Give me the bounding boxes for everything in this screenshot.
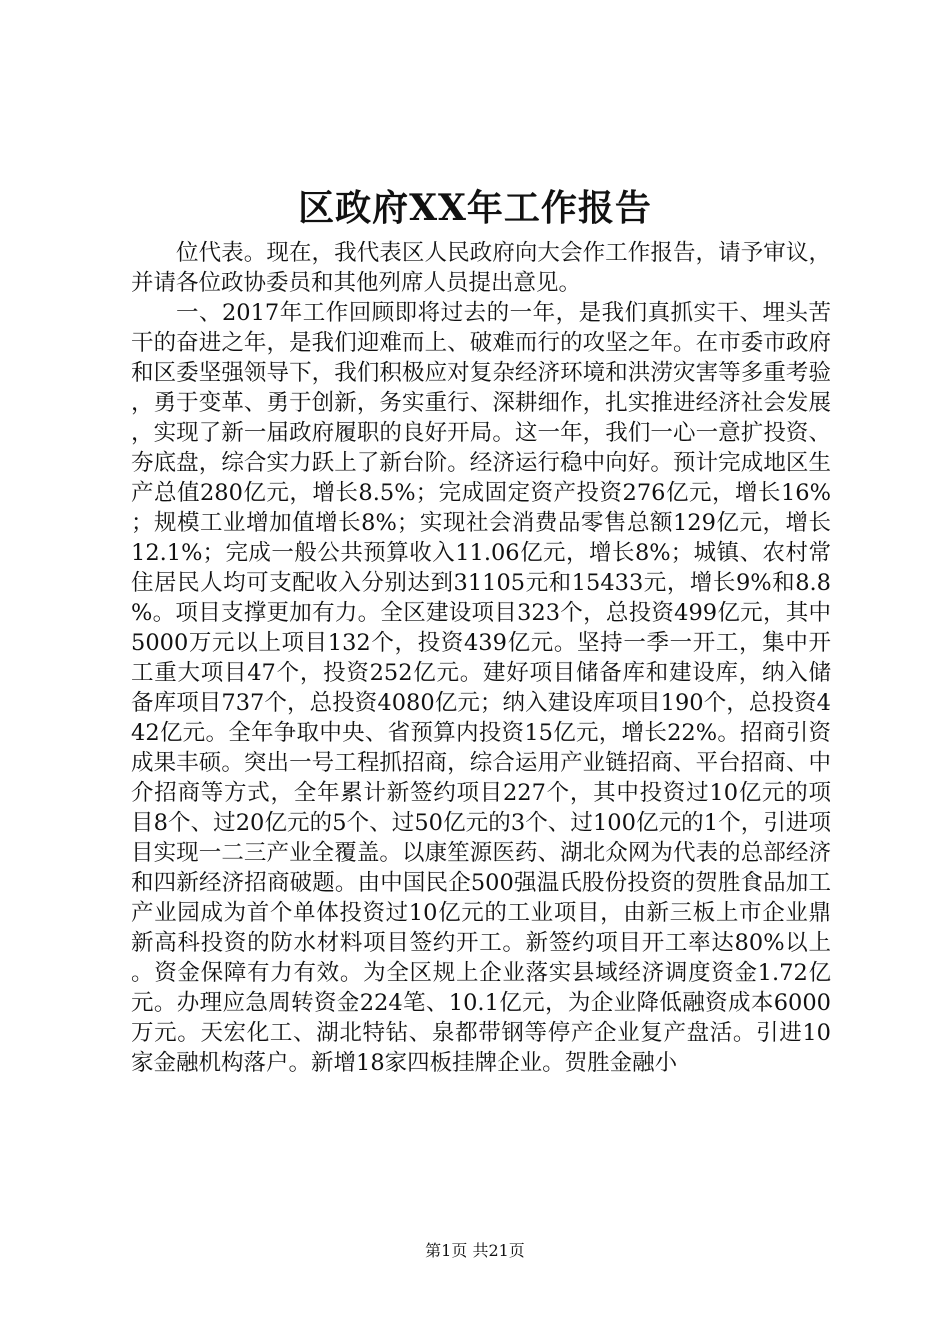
paragraph-intro: 位代表。现在，我代表区人民政府向大会作工作报告，请予审议，并请各位政协委员和其他列席人员提出意见。 bbox=[131, 240, 831, 296]
document-title: 区政府XX年工作报告 bbox=[298, 187, 652, 229]
document-body bbox=[131, 238, 831, 1078]
page-footer: 第1页 共21页 bbox=[425, 1241, 525, 1260]
paragraph-review: 一、2017年工作回顾即将过去的一年，是我们真抓实干、埋头苦干的奋进之年，是我们迎难而上、破难而行的攻坚之年。在市委市政府和区委坚强领导下，我们积极应对复杂经济环境和洪涝灾害等多重考验，勇于变革、勇于创新，务实重行、深耕细作，扎实推进经济社会发展，实现了新一届政府履职的良好开局。这一年，我们一心一意扩投资、夯底盘，综合实力跃上了新台阶。经济运行稳中向好。预计完成地区生产总值280亿元，增长8.5%；完成固定资产投资276亿元，增长16%；规模工业增加值增长8%；实现社会消费品零售总额129亿元，增长12.1%；完成一般公共预算收入11.06亿元，增长8%；城镇、农村常住居民人均可支配收入分别达到31105元和15433元，增长9%和8.8%。项目支撑更加有力。全区建设项目323个，总投资499亿元，其中5000万元以上项目132个，投资439亿元。坚持一季一开工，集中开工重大项目47个，投资252亿元。建好项目储备库和建设库，纳入储备库项目737个，总投资4080亿元；纳入建设库项目190个，总投资442亿元。全年争取中央、省预算内投资15亿元，增长22%。招商引资成果丰硕。突出一号工程抓招商，综合运用产业链招商、平台招商、中介招商等方式，全年累计新签约项目227个，其中投资过10亿元的项目8个、过20亿元的5个、过50亿元的3个、过100亿元的1个，引进项目实现一二三产业全覆盖。以康笙源医药、湖北众网为代表的总部经济和四新经济招商破题。由中国民企500强温氏股份投资的贺胜食品加工产业园成为首个单体投资过10亿元的工业项目，由新三板上市企业鼎新高科投资的防水材料项目签约开工。新签约项目开工率达80%以上。资金保障有力有效。为全区规上企业落实县域经济调度资金1.72亿元。办理应急周转资金224笔、10.1亿元，为企业降低融资成本6000万元。天宏化工、湖北特钻、泉都带钢等停产企业复产盘活。引进10家金融机构落户。新增18家四板挂牌企业。贺胜金融小 bbox=[131, 300, 831, 1076]
